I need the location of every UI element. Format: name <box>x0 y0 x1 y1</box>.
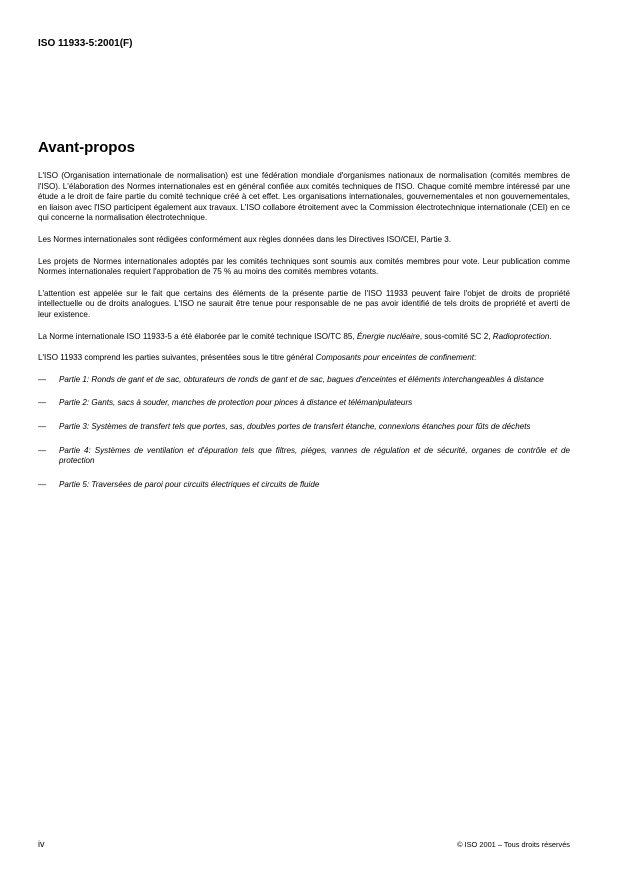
part-title: Partie 1: Ronds de gant et de sac, obturateurs de ronds de gant et de sac, bagues d'enceintes et éléments interchangeables à distance <box>59 374 544 384</box>
committee-name: Énergie nucléaire <box>356 331 420 341</box>
foreword-body <box>38 171 570 503</box>
parts-intro-end: : <box>474 353 477 363</box>
list-item <box>38 398 570 409</box>
list-dash: — <box>38 374 47 384</box>
paragraph-directives: Les Normes internationales sont rédigées conformément aux règles données dans les Directives ISO/CEI, Partie 3. <box>38 234 451 244</box>
list-item <box>38 446 570 467</box>
subcommittee-text: , sous-comité SC 2, <box>419 331 493 341</box>
list-dash: — <box>38 479 47 489</box>
part-title: Partie 3: Systèmes de transfert tels que portes, sas, doubles portes de transfert étanche, connexions étanches pour fûts de déchets <box>59 421 531 431</box>
subcommittee-name: Radioprotection <box>492 331 550 341</box>
committee-text: La Norme internationale ISO 11933-5 a été élaborée par le comité technique ISO/TC 85, <box>38 331 357 341</box>
list-dash: — <box>38 421 47 431</box>
part-title: Partie 2: Gants, sacs à souder, manches de protection pour pinces à distance et télémanipulateurs <box>59 398 413 408</box>
paragraph-parts-intro <box>38 353 570 364</box>
parts-intro-text: L'ISO 11933 comprend les parties suivantes, présentées sous le titre général <box>38 353 316 363</box>
committee-end: . <box>549 331 552 341</box>
list-item <box>38 375 570 386</box>
paragraph-iso-intro: L'ISO (Organisation internationale de normalisation) est une fédération mondiale d'organismes nationaux de normalisation (comités membres de l'ISO). L'élaboration des Normes internationales est en général confiée aux comités techniques de l'ISO. Chaque comité membre intéressé par une étude a le droit de faire partie du comité technique créé à cet effet. Les organisations internationales, gouvernementales et non gouvernementales, en liaison avec l'ISO participent également aux travaux. L'ISO collabore étroitement avec la Commission électrotechnique internationale (CEI) en ce qui concerne la normalisation électrotechnique. <box>38 171 570 223</box>
list-item <box>38 480 570 491</box>
page-title: Avant-propos <box>38 139 135 156</box>
general-title: Composants pour enceintes de confinement <box>315 353 475 363</box>
paragraph-patent-rights: L'attention est appelée sur le fait que certains des éléments de la présente partie de l'ISO 11933 peuvent faire l'objet de droits de propriété intellectuelle ou de droits analogues. L'ISO ne saurait être tenue pour responsable de ne pas avoir identifié de tels droits de propriété et averti de leur existence. <box>38 288 570 319</box>
list-item <box>38 422 570 433</box>
list-dash: — <box>38 398 47 408</box>
parts-list <box>38 375 570 491</box>
document-id: ISO 11933-5:2001(F) <box>38 38 133 49</box>
copyright-notice: © ISO 2001 – Tous droits réservés <box>457 840 570 849</box>
paragraph-approval: Les projets de Normes internationales adoptés par les comités techniques sont soumis aux comités membres pour vote. Leur publication comme Normes internationales requiert l'approbation de 75 % au moins des comités membres votants. <box>38 256 570 277</box>
part-title: Partie 4: Systèmes de ventilation et d'épuration tels que filtres, piéges, vannes de régulation et de sécurité, organes de contrôle et de protection <box>59 445 570 466</box>
part-title: Partie 5: Traversées de paroi pour circuits électriques et circuits de fluide <box>59 479 320 489</box>
list-dash: — <box>38 445 47 455</box>
page-number: iv <box>38 839 45 849</box>
paragraph-committee <box>38 332 570 343</box>
